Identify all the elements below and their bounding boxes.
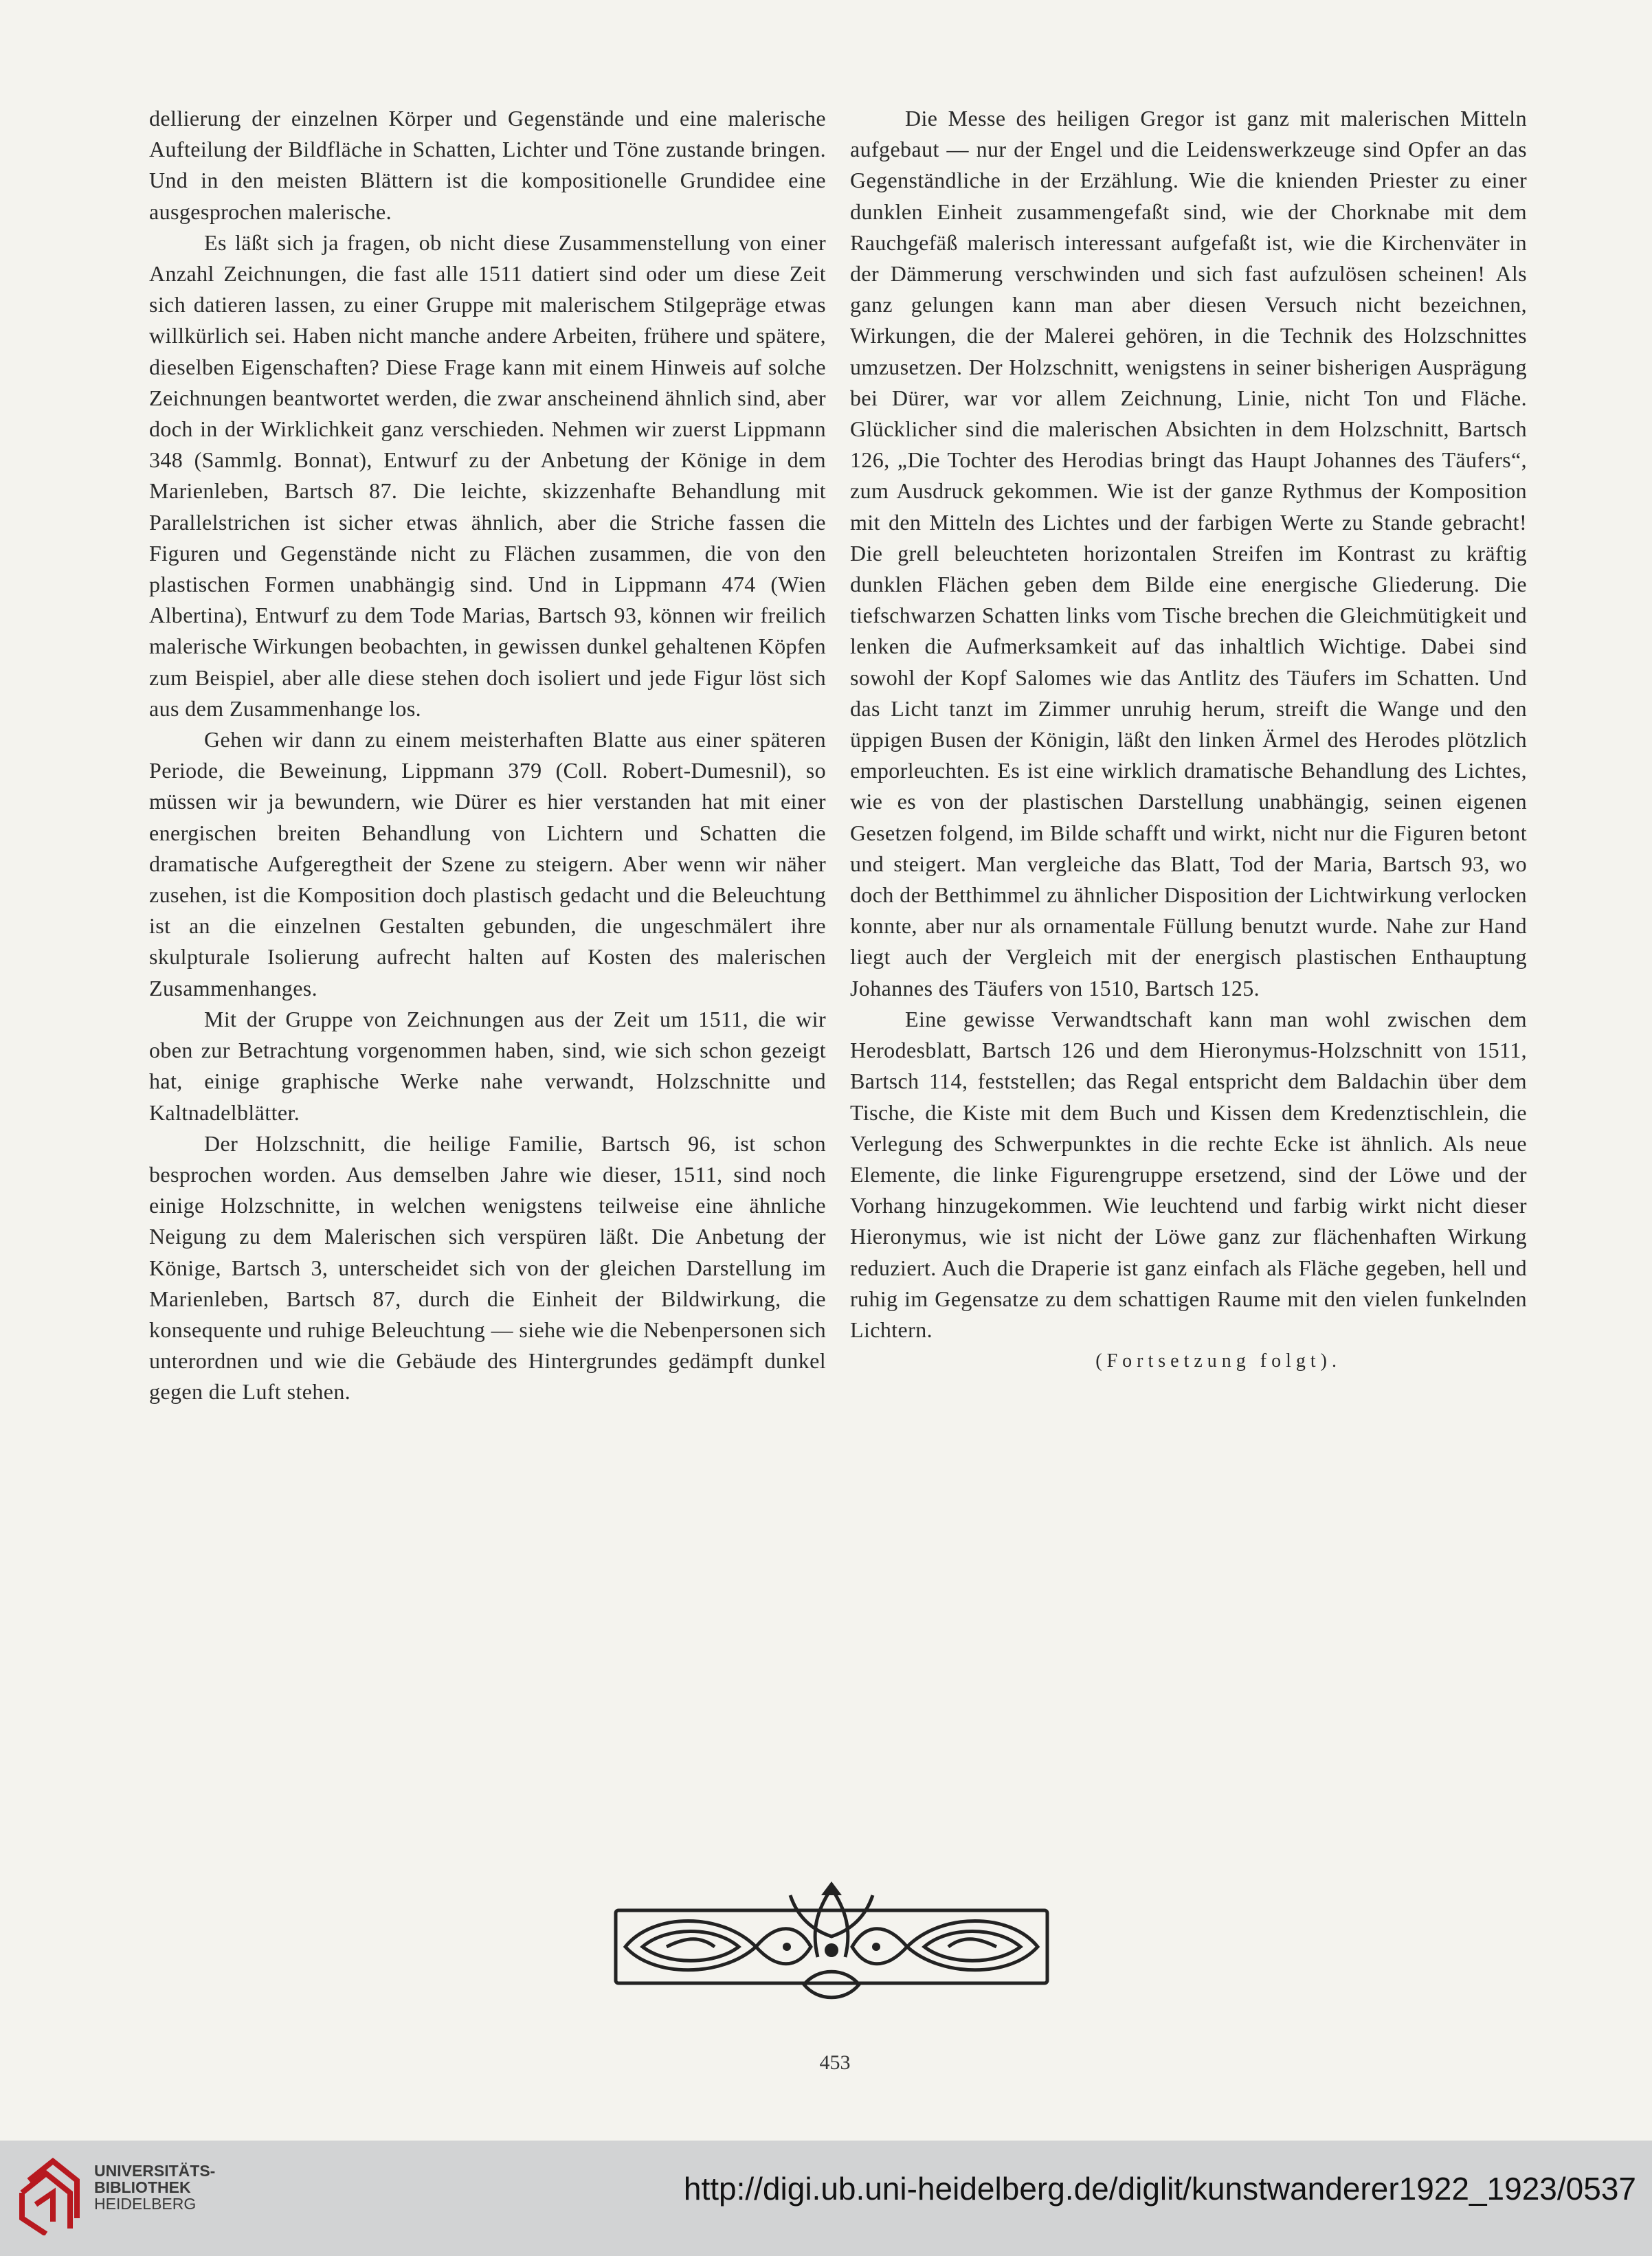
library-name bbox=[94, 2163, 215, 2212]
library-name-line: BIBLIOTHEK bbox=[94, 2178, 191, 2196]
paragraph: Die Messe des heiligen Gregor ist ganz mit malerischen Mitteln aufgebaut — nur der Engel und die Leidenswerkzeuge sind Opfer an das Gegenständliche in der Erzählung. Wie die knienden Priester zu einer dunklen Einheit zusammengefaßt sind, wie der Chorknabe mit dem Rauchgefäß malerisch interessant aufgefaßt ist, wie die Kirchenväter in der Dämmerung verschwinden und sich fast aufzulösen scheinen! Als ganz gelungen kann man aber diesen Versuch nicht bezeichnen, Wirkungen, die der Malerei gehören, in die Technik des Holzschnittes umzusetzen. Der Holzschnitt, wenigstens in seiner bisherigen Ausprägung bei Dürer, war vor allem Zeichnung, Linie, nicht Ton und Fläche. Glücklicher sind die malerischen Absichten in dem Holzschnitt, Bartsch 126, „Die Tochter des Herodias bringt das Haupt Johannes des Täufers“, zum Ausdruck gekommen. Wie ist der ganze Rythmus der Komposition mit den Mitteln des Lichtes und der farbigen Werte zu Stande gebracht! Die grell beleuchteten horizontalen Streifen im Kontrast zu kräftig dunklen Flächen geben dem Bilde eine energische Gliederung. Die tiefschwarzen Schatten links vom Tische brechen die Gleichmütigkeit und lenken die Aufmerksamkeit auf das inhaltlich Wichtige. Dabei sind sowohl der Kopf Salomes wie das Antlitz des Täufers im Schatten. Und das Licht tanzt im Zimmer unruhig herum, streift die Wange und den üppigen Busen der Königin, läßt den linken Ärmel des Herodes plötzlich emporleuchten. Es ist eine wirklich dramatische Behandlung des Lichtes, wie es von der plastischen Darstellung unabhängig, seinen eigenen Gesetzen folgend, im Bilde schafft und wirkt, nicht nur die Figuren betont und steigert. Man vergleiche das Blatt, Tod der Maria, Bartsch 93, wo doch der Betthimmel zu ähnlicher Disposition der Lichtwirkung verlocken konnte, aber nur als ornamentale Füllung benutzt wurde. Nahe zur Hand liegt auch der Vergleich mit der energisch plastischen Enthauptung Johannes des Täufers von 1510, Bartsch 125. bbox=[850, 106, 1527, 1001]
paragraph: Gehen wir dann zu einem meisterhaften Blatte aus einer späteren Periode, die Beweinung, Lippmann 379 (Coll. Robert-Dumesnil), so müssen wir ja bewundern, wie Dürer es hier verstanden hat mit einer energischen breiten Behandlung von Lichtern und Schatten die dramatische Aufgeregtheit der Szene zu steigern. Aber wenn wir näher zusehen, ist die Komposition doch plastisch gedacht und die Beleuchtung ist an die einzelnen Gestalten gebunden, die ungeschmälert ihre skulpturale Isolierung aufrecht halten auf Kosten des malerischen Zusammenhanges. bbox=[149, 727, 826, 1001]
library-logo-icon bbox=[15, 2153, 84, 2235]
paragraph: Mit der Gruppe von Zeichnungen aus der Zeit um 1511, die wir oben zur Betrachtung vorgenommen haben, sind, wie sich schon gezeigt hat, einige graphische Werke nahe verwandt, Holzschnitte und Kaltnadelblätter. bbox=[149, 1006, 826, 1125]
continuation-note: (Fortsetzung folgt). bbox=[1095, 1350, 1341, 1372]
page-number: 453 bbox=[819, 2051, 851, 2074]
ornament-vignette-icon bbox=[612, 1881, 1051, 2012]
paragraph: Eine gewisse Verwandtschaft kann man wohl zwischen dem Herodesblatt, Bartsch 126 und dem Hieronymus-Holzschnitt von 1511, Bartsch 114, feststellen; das Regal entspricht dem Baldachin über dem Tische, die Kiste mit dem Buch und Kissen dem Kredenztischlein, die Verlegung des Schwerpunktes in die rechte Ecke ist ähnlich. Als neue Elemente, die linke Figurengruppe ersetzend, sind der Löwe und der Vorhang hinzugekommen. Wie leuchtend und farbig wirkt nicht dieser Hieronymus, wie ist nicht der Löwe ganz zur flächenhaften Wirkung reduziert. Auch die Draperie ist ganz einfach als Fläche gegeben, hell und ruhig im Gegensatze zu dem schattigen Raume mit den vielen funkelnden Lichtern. bbox=[850, 1006, 1527, 1342]
text-column-right bbox=[850, 103, 1527, 1376]
library-name-line: HEIDELBERG bbox=[94, 2195, 197, 2213]
paragraph: Der Holzschnitt, die heilige Familie, Bartsch 96, ist schon besprochen worden. Aus demselben Jahre wie dieser, 1511, sind noch einige Holzschnitte, in welchen wenigstens teilweise eine ähnliche Neigung zu dem Malerischen sich verspüren läßt. Die Anbetung der Könige, Bartsch 3, unterscheidet sich von der gleichen Darstellung im Marienleben, Bartsch 87, durch die Einheit der Bildwirkung, die konsequente und ruhige Beleuchtung — siehe wie die Nebenpersonen sich unterordnen und wie die Gebäude des Hintergrundes gedämpft dunkel gegen die Luft stehen. bbox=[149, 1130, 826, 1405]
source-url-link[interactable]: http://digi.ub.uni-heidelberg.de/diglit/kunstwanderer1922_1923/0537 bbox=[683, 2171, 1636, 2207]
paragraph: Es läßt sich ja fragen, ob nicht diese Zusammenstellung von einer Anzahl Zeichnungen, die fast alle 1511 datiert sind oder um diese Zeit sich datieren lassen, zu einer Gruppe mit malerischem Stilgepräge etwas willkürlich sei. Haben nicht manche andere Arbeiten, frühere und spätere, dieselben Eigenschaften? Diese Frage kann mit einem Hinweis auf solche Zeichnungen beantwortet werden, die zwar anscheinend ähnlich sind, aber doch in der Wirklichkeit ganz verschieden. Nehmen wir zuerst Lippmann 348 (Sammlg. Bonnat), Entwurf zu der Anbetung der Könige in dem Marienleben, Bartsch 87. Die leichte, skizzenhafte Behandlung mit Parallelstrichen ist sicher etwas ähnlich, aber die Striche fassen die Figuren und Gegenstände nicht zu Flächen zusammen, die von den plastischen Formen unabhängig sind. Und in Lippmann 474 (Wien Albertina), Entwurf zu dem Tode Marias, Bartsch 93, können wir freilich malerische Wirkungen beobachten, in gewissen dunkel gehaltenen Köpfen zum Beispiel, aber alle diese stehen doch isoliert und jede Figur löst sich aus dem Zusammenhange los. bbox=[149, 230, 826, 721]
footer-bar bbox=[0, 2141, 1652, 2256]
library-name-line: UNIVERSITÄTS- bbox=[94, 2162, 216, 2180]
paragraph: dellierung der einzelnen Körper und Gegenstände und eine malerische Aufteilung der Bildfläche in Schatten, Lichter und Töne zustande bringen. Und in den meisten Blättern ist die kompositionelle Grundidee eine ausgesprochen malerische. bbox=[149, 106, 826, 224]
text-column-left bbox=[149, 103, 826, 1408]
